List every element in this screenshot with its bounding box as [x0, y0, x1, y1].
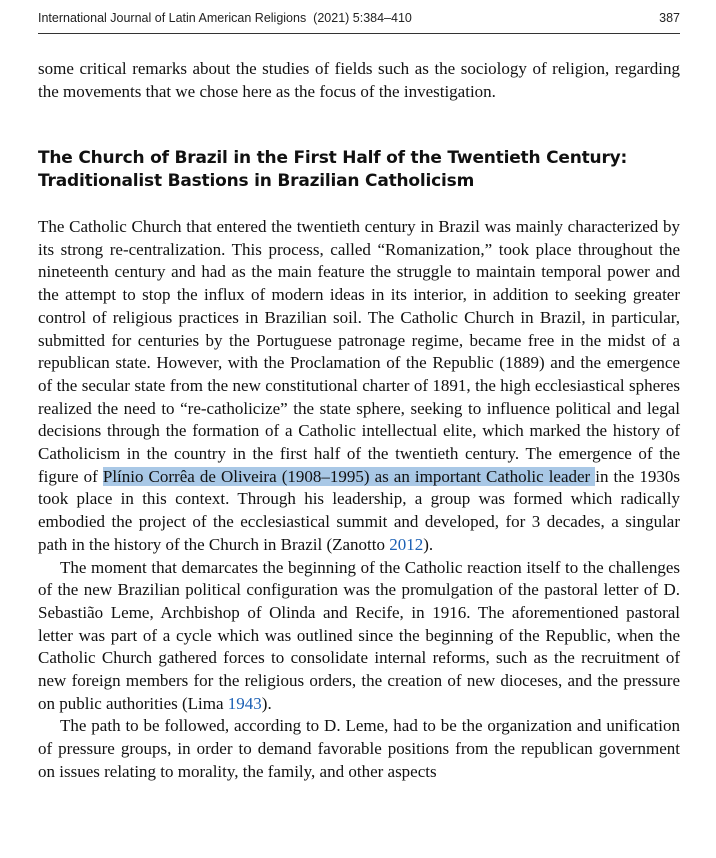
paragraph-1-closing: ).	[423, 534, 434, 554]
highlighted-text[interactable]: Plínio Corrêa de Oliveira (1908–1995) as an important Catholic leader	[102, 466, 596, 486]
paragraph-2	[38, 557, 680, 716]
document-page	[38, 0, 680, 858]
journal-citation	[38, 11, 412, 25]
page-number: 387	[659, 11, 680, 25]
paragraph-2-closing: ).	[261, 693, 272, 713]
paragraph-1	[38, 216, 680, 557]
journal-volume: (2021) 5:384–410	[313, 11, 412, 25]
header-rule	[38, 33, 680, 34]
section-heading-line-1: The Church of Brazil in the First Half of the Twentieth Century:	[38, 148, 628, 168]
body-text	[38, 216, 680, 784]
intro-paragraph: some critical remarks about the studies of fields such as the sociology of religion, regarding the movements that we chose here as the focus of the investigation.	[38, 59, 680, 101]
section-heading-line-2: Traditionalist Bastions in Brazilian Catholicism	[38, 171, 475, 191]
paragraph-1-continued: in the 1930s took place in this context. Through his leadership, a group was formed which radically embodied the project of the ecclesiastical summit and developed, for 3 decades, a singular path in the history of the Church in Brazil (Zanotto	[38, 466, 680, 554]
paragraph-3	[38, 715, 680, 783]
journal-name: International Journal of Latin American Religions	[38, 11, 307, 25]
paragraph-1-text: The Catholic Church that entered the twentieth century in Brazil was mainly characterized by its strong re-centralization. This process, called “Romanization,” took place throughout the nineteenth century and had as the main feature the struggle to maintain temporal power and the attempt to stop the influx of modern ideas in its interior, in addition to seeking greater control of religious practices in Brazilian soil. The Catholic Church in Brazil, in particular, submitted for centuries by the Portuguese patronage regime, became free in the midst of a republican state. However, with the Proclamation of the Republic (1889) and the emergence of the secular state from the new constitutional charter of 1891, the high ecclesiastical spheres realized the need to “re-catholicize” the state sphere, seeking to influence political and legal decisions through the formation of a Catholic intellectual elite, which marked the history of Catholicism in the country in the first half of the twentieth century. The emergence of the figure of	[38, 217, 680, 486]
section-heading	[38, 147, 680, 193]
paragraph-2-text: The moment that demarcates the beginning of the Catholic reaction itself to the challenges of the new Brazilian political configuration was the promulgation of the pastoral letter of D. Sebastião Leme, Archbishop of Olinda and Recife, in 1916. The aforementioned pastoral letter was part of a cycle which was outlined since the beginning of the Republic, when the Catholic Church gathered forces to consolidate internal reforms, such as the recruitment of new foreign members for the religious orders, the creation of new dioceses, and the pressure on public authorities (Lima	[38, 557, 680, 713]
paragraph-3-text: The path to be followed, according to D. Leme, had to be the organization and unification of pressure groups, in order to demand favorable positions from the republican government on issues relating to morality, the family, and other aspects	[38, 716, 680, 781]
citation-link-lima-1943[interactable]: 1943	[227, 693, 262, 713]
running-header	[38, 8, 680, 28]
citation-link-zanotto-2012[interactable]: 2012	[389, 534, 424, 554]
